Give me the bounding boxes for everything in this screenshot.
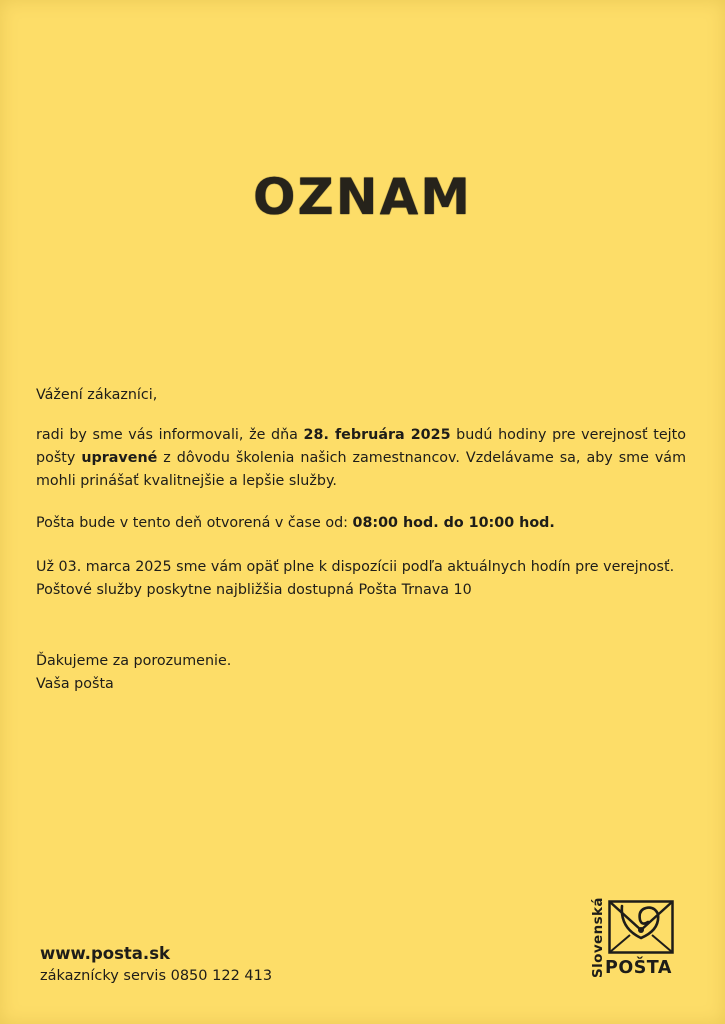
- para1-text-b: budú hodiny pre verejnosť tejto pošty: [36, 427, 686, 466]
- paragraph-opening-hours: [36, 512, 686, 535]
- logo-name: POŠTA: [605, 958, 672, 978]
- paragraph-schedule-change: [36, 424, 686, 493]
- hours-highlight: 08:00 hod. do 10:00 hod.: [352, 515, 555, 531]
- thanks-line: Ďakujeme za porozumenie.: [36, 653, 232, 669]
- resume-line: Už 03. marca 2025 sme vám opäť plne k dispozícii podľa aktuálnych hodín pre verejnosť.: [36, 559, 675, 575]
- notice-title: OZNAM: [252, 168, 473, 226]
- customer-service-line: zákaznícky servis 0850 122 413: [40, 968, 273, 984]
- logo-vertical-text: Slovenská: [590, 897, 606, 978]
- para1-text-c: z dôvodu školenia našich zamestnancov. Vzdelávame sa, aby sme vám mohli prinášať kvalitnejšie a lepšie služby.: [36, 450, 686, 489]
- para1-text-a: radi by sme vás informovali, že dňa: [36, 427, 304, 443]
- post-horn-icon: [608, 900, 674, 954]
- adjusted-highlight: upravené: [81, 450, 158, 466]
- para2-text: Pošta bude v tento deň otvorená v čase od:: [36, 515, 353, 531]
- closing: [36, 650, 686, 696]
- salutation: Vážení zákazníci,: [36, 387, 158, 403]
- date-highlight: 28. februára 2025: [303, 427, 451, 443]
- website-link[interactable]: www.posta.sk: [40, 944, 170, 963]
- signature-line: Vaša pošta: [36, 676, 114, 692]
- paragraph-resume: [36, 556, 686, 602]
- alternate-office-line: Poštové služby poskytne najbližšia dostupná Pošta Trnava 10: [36, 582, 472, 598]
